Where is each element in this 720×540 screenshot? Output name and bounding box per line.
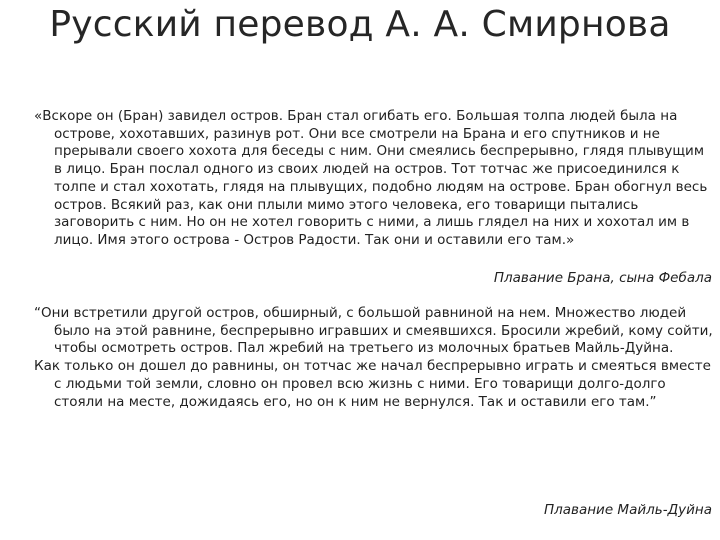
- mael-duin-quote-paragraph-1: “Они встретили другой остров, обширный, с большой равниной на нем. Множество людей было на этой равнине, беспрерывно игравших и смеявшихся. Бросили жребий, кому сойти, чтобы осмотреть остров. Пал жребий на третьего из молочных братьев Майль-Дуйна.: [34, 305, 713, 357]
- mael-duin-quote: [34, 305, 714, 411]
- bran-quote-text: «Вскоре он (Бран) завидел остров. Бран стал огибать его. Большая толпа людей была на острове, хохотавших, разинув рот. Они все смотрели на Брана и его спутников и не прерывали своего хохота для беседы с ним. Они смеялись беспрерывно, глядя плывущим в лицо. Бран послал одного из своих людей на остров. Тот тотчас же присоединился к толпе и стал хохотать, глядя на плывущих, подобно людям на острове. Бран обогнул весь остров. Всякий раз, как они плыли мимо этого человека, его товарищи пытались заговорить с ним. Но он не хотел говорить с ними, а лишь глядел на них и хохотал им в лицо. Имя этого острова - Остров Радости. Так они и оставили его там.»: [34, 108, 708, 248]
- mael-duin-quote-paragraph-2: Как только он дошел до равнины, он тотчас же начал беспрерывно играть и смеяться вместе с людьми той земли, словно он провел всю жизнь с ними. Его товарищи долго-долго стояли на месте, дожидаясь его, но он к ним не вернулся. Так и оставили его там.”: [34, 358, 711, 410]
- slide-title: Русский перевод А. А. Смирнова: [49, 4, 671, 45]
- bran-quote: [34, 108, 714, 250]
- mael-duin-quote-source: Плавание Майль-Дуйна: [543, 502, 712, 518]
- bran-quote-source: Плавание Брана, сына Фебала: [493, 270, 712, 286]
